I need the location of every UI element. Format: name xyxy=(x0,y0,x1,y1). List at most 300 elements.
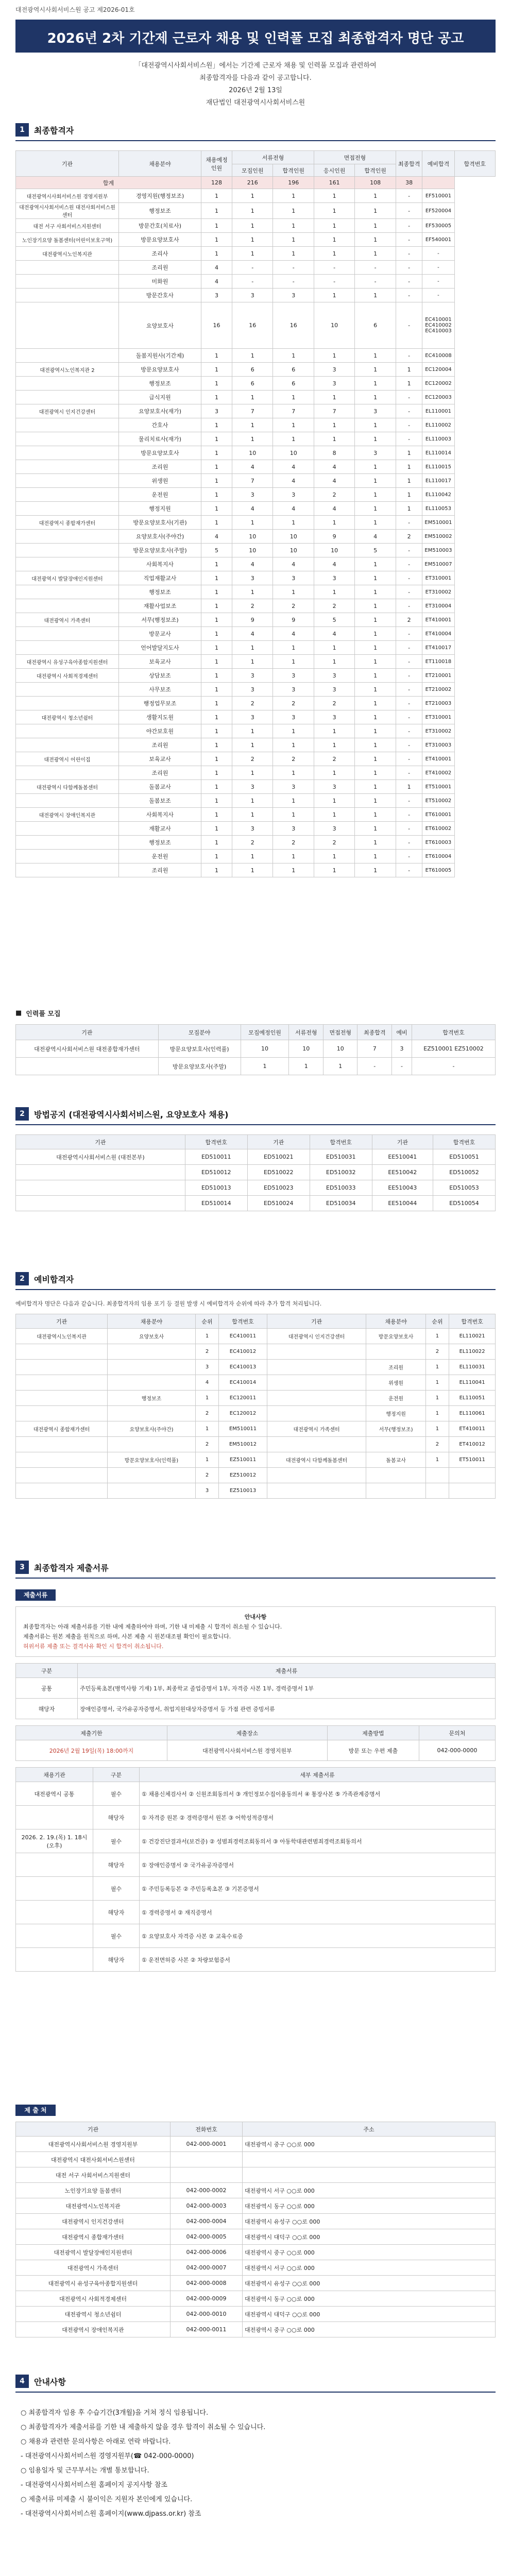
doc-type: 해당자 xyxy=(16,1699,78,1719)
field-cell: 사회복지사 xyxy=(119,557,201,571)
table-cell: ① 주민등록등본 ② 주민등록초본 ③ 기본증명서 xyxy=(140,1877,496,1901)
table-cell xyxy=(366,1468,425,1483)
count-cell: 3 xyxy=(232,571,273,585)
count-cell: 1 xyxy=(232,655,273,669)
count-cell: 1 xyxy=(355,585,396,599)
pass-number-cell: EM510003 xyxy=(422,544,454,557)
table-row xyxy=(16,641,496,655)
count-cell: 3 xyxy=(314,363,354,377)
section-number: 4 xyxy=(15,2375,29,2388)
table-row xyxy=(16,189,496,203)
table-row xyxy=(16,1806,496,1829)
table-cell xyxy=(16,1924,93,1948)
count-cell: 4 xyxy=(314,557,354,571)
table-cell: EL110031 xyxy=(449,1360,496,1375)
count-cell: 3 xyxy=(232,488,273,502)
intro-line: 「대전광역시사회서비스원」에서는 기간제 근로자 채용 및 인력풀 모집과 관련하여 xyxy=(134,62,377,70)
org-cell xyxy=(16,261,119,275)
count-cell: - xyxy=(396,710,422,724)
intro-date: 2026년 2월 13일 xyxy=(229,87,282,94)
table-cell xyxy=(16,1877,93,1901)
sub-header: 모집인원 xyxy=(232,164,273,177)
field-cell: 위생원 xyxy=(119,474,201,488)
org-cell: 대전광역시사회서비스원 대전사회서비스원센터 xyxy=(16,203,119,219)
pass-number-cell: - xyxy=(422,261,454,275)
table-cell: ① 경력증명서 ② 재직증명서 xyxy=(140,1901,496,1924)
table-cell: ED510012 xyxy=(185,1165,247,1180)
field-cell: 직업재활교사 xyxy=(119,571,201,585)
col-header: 면접전형 xyxy=(323,1025,357,1040)
count-cell: 4 xyxy=(273,557,314,571)
org-cell: 대전광역시 가족센터 xyxy=(16,613,119,627)
table-cell: 대전광역시 서구 ○○로 000 xyxy=(243,2260,496,2276)
org-cell xyxy=(16,641,119,655)
col-header: 기관 xyxy=(16,2122,171,2137)
count-cell: 1 xyxy=(396,502,422,516)
col-header: 기관 xyxy=(247,1135,310,1149)
count-cell: 1 xyxy=(201,189,232,203)
table-row xyxy=(16,2214,496,2229)
count-cell: 1 xyxy=(201,557,232,571)
table-cell: 3 xyxy=(195,1360,219,1375)
org-cell xyxy=(16,766,119,780)
table-cell: EL110021 xyxy=(449,1329,496,1344)
count-cell: 1 xyxy=(201,655,232,669)
col-header: 모집예정인원 xyxy=(241,1025,289,1040)
count-cell: 1 xyxy=(201,418,232,432)
count-cell: 1 xyxy=(201,599,232,613)
table-cell: 042-000-0011 xyxy=(171,2322,243,2337)
table-row xyxy=(16,627,496,641)
count-cell: 7 xyxy=(273,404,314,418)
col-header: 합격번호 xyxy=(185,1135,247,1149)
table-cell: 1 xyxy=(241,1058,289,1075)
count-cell: 1 xyxy=(396,474,422,488)
table-cell: 대전광역시 인지건강센터 xyxy=(16,2214,171,2229)
table-cell: 행정지원 xyxy=(366,1406,425,1421)
table-cell xyxy=(366,1344,425,1360)
table-row xyxy=(16,1924,496,1948)
table-cell xyxy=(449,1468,496,1483)
count-cell: 1 xyxy=(355,627,396,641)
count-cell: 3 xyxy=(201,404,232,418)
org-cell xyxy=(16,432,119,446)
table-cell: 대전광역시 사회적경제센터 xyxy=(16,2291,171,2307)
count-cell: 4 xyxy=(201,530,232,544)
table-cell: 대전광역시 유성구육아종합지원센터 xyxy=(16,2276,171,2291)
table-cell: 해당자 xyxy=(93,1901,140,1924)
table-cell: 2 xyxy=(195,1406,219,1421)
pass-number-cell: EC410001 EC410002 EC410003 xyxy=(422,302,454,349)
section-number: 3 xyxy=(15,1561,29,1574)
org-cell: 대전 서구 사회서비스지원센터 xyxy=(16,219,119,233)
count-cell: 1 xyxy=(273,655,314,669)
count-cell: 1 xyxy=(314,432,354,446)
count-cell: 1 xyxy=(355,247,396,261)
count-cell: - xyxy=(314,261,354,275)
table-cell xyxy=(171,2167,243,2183)
count-cell: 1 xyxy=(355,599,396,613)
table-cell: 2026. 2. 19.(목) 1. 18시 (오후) xyxy=(16,1829,93,1853)
count-cell: 1 xyxy=(396,446,422,460)
count-cell: 1 xyxy=(355,391,396,404)
table-cell: 대전광역시 가족센터 xyxy=(16,2260,171,2276)
table-row xyxy=(16,377,496,391)
org-cell: 대전광역시 다함께돌봄센터 xyxy=(16,780,119,794)
table-cell xyxy=(108,1437,196,1452)
table-cell: 대전광역시 다함께돌봄센터 xyxy=(267,1452,366,1468)
count-cell: - xyxy=(396,836,422,850)
method-cell: 방문 또는 우편 제출 xyxy=(327,1740,419,1761)
table-cell: EM510012 xyxy=(219,1437,267,1452)
count-cell: 3 xyxy=(232,669,273,683)
table-cell: ED510053 xyxy=(433,1180,495,1196)
col-header: 주소 xyxy=(243,2122,496,2137)
table-row xyxy=(16,2183,496,2198)
pass-number-cell: EC410008 xyxy=(422,349,454,363)
table-row xyxy=(16,219,496,233)
count-cell: 1 xyxy=(201,627,232,641)
guide-item: - 대전광역시사회서비스원 경영지원부(☎ 042-000-0000) xyxy=(21,2452,194,2460)
count-cell: 3 xyxy=(273,571,314,585)
col-header: 구분 xyxy=(93,1768,140,1782)
table-cell: EZ510011 xyxy=(219,1452,267,1468)
field-cell: 방문간호사 xyxy=(119,289,201,302)
top-notice-number: 대전광역시사회서비스원 공고 제2026-01호 xyxy=(15,6,135,13)
field-cell: 방문요양보호사 xyxy=(119,233,201,247)
field-cell: 경영지원(행정보조) xyxy=(119,189,201,203)
col-header: 채용예정인원 xyxy=(201,151,232,177)
total-cell: 38 xyxy=(396,177,422,189)
pass-number-cell: ET310003 xyxy=(422,738,454,752)
org-cell xyxy=(16,585,119,599)
table-cell xyxy=(449,1483,496,1499)
org-cell xyxy=(16,850,119,863)
count-cell: 4 xyxy=(232,557,273,571)
count-cell: - xyxy=(396,219,422,233)
col-header: 기관 xyxy=(372,1135,433,1149)
table-cell: ① 요양보호사 자격증 사본 ② 교육수료증 xyxy=(140,1924,496,1948)
table-row xyxy=(16,794,496,808)
count-cell: 3 xyxy=(314,822,354,836)
count-cell: 1 xyxy=(314,655,354,669)
count-cell: 1 xyxy=(232,808,273,822)
col-header: 면접전형 xyxy=(314,151,396,164)
count-cell: 7 xyxy=(314,404,354,418)
count-cell: 9 xyxy=(232,613,273,627)
count-cell: 1 xyxy=(201,780,232,794)
col-header: 합격번호 xyxy=(219,1314,267,1329)
count-cell: 1 xyxy=(273,349,314,363)
count-cell: 1 xyxy=(201,724,232,738)
table-cell: 10 xyxy=(323,1040,357,1058)
count-cell: 10 xyxy=(314,302,354,349)
count-cell: 1 xyxy=(355,377,396,391)
table-cell xyxy=(171,2152,243,2167)
count-cell: 1 xyxy=(273,724,314,738)
count-cell: 1 xyxy=(273,203,314,219)
count-cell: - xyxy=(396,418,422,432)
count-cell: 10 xyxy=(314,544,354,557)
count-cell: 1 xyxy=(273,585,314,599)
count-cell: 1 xyxy=(232,724,273,738)
count-cell: 1 xyxy=(314,766,354,780)
count-cell: 1 xyxy=(201,808,232,822)
table-row xyxy=(16,1782,496,1806)
total-cell: 196 xyxy=(273,177,314,189)
org-cell xyxy=(16,697,119,710)
count-cell: 4 xyxy=(273,627,314,641)
count-cell: 1 xyxy=(201,247,232,261)
doc-list: 장애인증명서, 국가유공자증명서, 취업지원대상자증명서 등 가점 관련 증빙서류 xyxy=(78,1699,496,1719)
count-cell: 1 xyxy=(355,808,396,822)
pass-number-cell: ET210003 xyxy=(422,697,454,710)
section-title: 최종합격자 제출서류 xyxy=(34,1563,109,1573)
org-cell xyxy=(16,391,119,404)
count-cell: 1 xyxy=(314,219,354,233)
count-cell: 1 xyxy=(355,488,396,502)
count-cell: 5 xyxy=(201,544,232,557)
col-header: 최종합격 xyxy=(396,151,422,177)
col-header: 채용분야 xyxy=(366,1314,425,1329)
field-cell: 조리원 xyxy=(119,460,201,474)
count-cell: 2 xyxy=(396,530,422,544)
count-cell: - xyxy=(396,752,422,766)
pass-number-cell: ET310002 xyxy=(422,724,454,738)
col-header: 제출방법 xyxy=(327,1726,419,1740)
field-cell: 언어발달지도사 xyxy=(119,641,201,655)
table-cell: 서무(행정보조) xyxy=(366,1421,425,1437)
table-cell: ED510032 xyxy=(310,1165,372,1180)
final-pass-table xyxy=(15,150,496,877)
pool-title: 인력풀 모집 xyxy=(26,1010,61,1018)
table-cell xyxy=(267,1375,366,1391)
section-divider xyxy=(15,2392,496,2393)
pass-number-cell: ET610001 xyxy=(422,808,454,822)
org-cell xyxy=(16,474,119,488)
pass-number-cell: EL110042 xyxy=(422,488,454,502)
org-cell xyxy=(16,738,119,752)
count-cell: 6 xyxy=(273,377,314,391)
table-row xyxy=(16,1058,496,1075)
count-cell: 1 xyxy=(232,794,273,808)
count-cell: 3 xyxy=(232,780,273,794)
col-header: 기관 xyxy=(16,1314,108,1329)
section-title: 최종합격자 xyxy=(34,125,74,135)
table-cell: 1 xyxy=(323,1058,357,1075)
table-cell: 조리원 xyxy=(366,1360,425,1375)
count-cell: 1 xyxy=(273,233,314,247)
count-cell: 1 xyxy=(232,738,273,752)
table-cell: 대전광역시 종합재가센터 xyxy=(16,1421,108,1437)
count-cell: 1 xyxy=(355,850,396,863)
count-cell: 3 xyxy=(273,710,314,724)
count-cell: 3 xyxy=(232,683,273,697)
count-cell: 1 xyxy=(355,502,396,516)
count-cell: - xyxy=(396,557,422,571)
org-cell: 대전광역시 장애인복지관 xyxy=(16,808,119,822)
table-cell: - xyxy=(412,1058,496,1075)
count-cell: - xyxy=(396,863,422,877)
count-cell: 1 xyxy=(314,724,354,738)
count-cell: - xyxy=(396,233,422,247)
pass-number-cell: ET610002 xyxy=(422,822,454,836)
count-cell: 1 xyxy=(201,697,232,710)
sub-header: 합격인원 xyxy=(273,164,314,177)
pass-number-cell: ET210001 xyxy=(422,669,454,683)
table-cell: ET410011 xyxy=(449,1421,496,1437)
count-cell: 2 xyxy=(273,752,314,766)
table-cell: 대전광역시 인지건강센터 xyxy=(267,1329,366,1344)
count-cell: 10 xyxy=(273,544,314,557)
table-row xyxy=(16,1180,496,1196)
field-cell: 보육교사 xyxy=(119,655,201,669)
table-cell: 1 xyxy=(425,1329,449,1344)
field-cell: 서무(행정보조) xyxy=(119,613,201,627)
table-cell xyxy=(16,1165,185,1180)
table-cell xyxy=(108,1406,196,1421)
count-cell: - xyxy=(273,261,314,275)
count-cell: 1 xyxy=(232,189,273,203)
count-cell: 1 xyxy=(396,488,422,502)
table-cell: ED510051 xyxy=(433,1149,495,1165)
col-header: 모집분야 xyxy=(158,1025,241,1040)
col-header: 예비합격 xyxy=(422,151,454,177)
sub-heading xyxy=(15,1588,496,1602)
count-cell: 1 xyxy=(232,203,273,219)
count-cell: - xyxy=(396,697,422,710)
table-row xyxy=(16,404,496,418)
field-cell: 재활사업보조 xyxy=(119,599,201,613)
table-row xyxy=(16,1344,496,1360)
org-cell xyxy=(16,349,119,363)
table-row xyxy=(16,2137,496,2152)
sub-heading-label: 제출서류 xyxy=(15,1589,56,1601)
table-cell: EL110051 xyxy=(449,1391,496,1406)
count-cell: 1 xyxy=(232,850,273,863)
count-cell: - xyxy=(355,261,396,275)
count-cell: 2 xyxy=(314,697,354,710)
table-cell: EC120011 xyxy=(219,1391,267,1406)
count-cell: 4 xyxy=(273,460,314,474)
count-cell: 1 xyxy=(273,794,314,808)
count-cell: 6 xyxy=(355,302,396,349)
reserve-table xyxy=(15,1314,496,1499)
table-cell: ED510021 xyxy=(247,1149,310,1165)
pass-number-cell: ET310001 xyxy=(422,571,454,585)
table-cell: EE510044 xyxy=(372,1196,433,1211)
table-cell: ET410012 xyxy=(449,1437,496,1452)
count-cell: 1 xyxy=(201,349,232,363)
count-cell: - xyxy=(396,261,422,275)
count-cell: 3 xyxy=(273,683,314,697)
count-cell: 1 xyxy=(355,669,396,683)
table-row xyxy=(16,2245,496,2260)
count-cell: 1 xyxy=(355,432,396,446)
pass-number-cell: EL110053 xyxy=(422,502,454,516)
org-cell xyxy=(16,502,119,516)
count-cell: 3 xyxy=(232,289,273,302)
table-row xyxy=(16,1329,496,1344)
table-row xyxy=(16,289,496,302)
table-row xyxy=(16,863,496,877)
count-cell: 1 xyxy=(201,752,232,766)
table-row xyxy=(16,516,496,530)
pass-number-cell: EC120004 xyxy=(422,363,454,377)
org-cell xyxy=(16,289,119,302)
col-header: 합격번호 xyxy=(412,1025,496,1040)
count-cell: 1 xyxy=(201,836,232,850)
location-cell: 대전광역시사회서비스원 경영지원부 xyxy=(167,1740,327,1761)
table-row xyxy=(16,2291,496,2307)
count-cell: 6 xyxy=(232,363,273,377)
table-cell xyxy=(267,1391,366,1406)
table-cell xyxy=(267,1344,366,1360)
count-cell: 1 xyxy=(273,516,314,530)
pass-number-cell: EF530005 xyxy=(422,219,454,233)
count-cell: 1 xyxy=(355,724,396,738)
table-cell: 방문요양보호사(인력풀) xyxy=(158,1040,241,1058)
org-cell xyxy=(16,544,119,557)
section-divider xyxy=(15,1289,496,1290)
count-cell: 1 xyxy=(201,516,232,530)
count-cell: 1 xyxy=(314,794,354,808)
table-row xyxy=(16,1452,496,1468)
submit-place-table xyxy=(15,2122,496,2337)
count-cell: - xyxy=(355,275,396,289)
count-cell: 1 xyxy=(201,377,232,391)
count-cell: 1 xyxy=(355,613,396,627)
count-cell: 1 xyxy=(355,794,396,808)
field-cell: 돌봄보조 xyxy=(119,794,201,808)
count-cell: 1 xyxy=(396,780,422,794)
count-cell: 3 xyxy=(273,488,314,502)
table-cell: 042-000-0002 xyxy=(171,2183,243,2198)
count-cell: 1 xyxy=(232,585,273,599)
count-cell: 1 xyxy=(273,641,314,655)
final-pass-section xyxy=(15,120,496,1006)
count-cell: 3 xyxy=(273,780,314,794)
table-cell: 2 xyxy=(425,1437,449,1452)
table-cell: 042-000-0008 xyxy=(171,2276,243,2291)
table-cell: EC120012 xyxy=(219,1406,267,1421)
table-cell: 1 xyxy=(425,1391,449,1406)
count-cell: 1 xyxy=(273,766,314,780)
count-cell: 1 xyxy=(273,863,314,877)
count-cell: - xyxy=(396,289,422,302)
count-cell: 2 xyxy=(232,599,273,613)
count-cell: 3 xyxy=(232,710,273,724)
table-row xyxy=(16,1901,496,1924)
table-cell: 10 xyxy=(241,1040,289,1058)
count-cell: 1 xyxy=(201,502,232,516)
count-cell: 1 xyxy=(355,557,396,571)
table-row xyxy=(16,544,496,557)
pass-number-cell: EM510002 xyxy=(422,530,454,544)
count-cell: 1 xyxy=(273,808,314,822)
pass-number-cell: EL110003 xyxy=(422,432,454,446)
pass-number-cell: ET410001 xyxy=(422,752,454,766)
col-header: 전화번호 xyxy=(171,2122,243,2137)
field-cell: 행정업무보조 xyxy=(119,697,201,710)
table-cell: 3 xyxy=(195,1483,219,1499)
table-cell: ED510024 xyxy=(247,1196,310,1211)
pass-number-cell: - xyxy=(422,275,454,289)
table-row xyxy=(16,530,496,544)
table-cell xyxy=(425,1468,449,1483)
count-cell: - xyxy=(396,599,422,613)
table-cell: ① 장애인증명서 ② 국가유공자증명서 xyxy=(140,1853,496,1877)
